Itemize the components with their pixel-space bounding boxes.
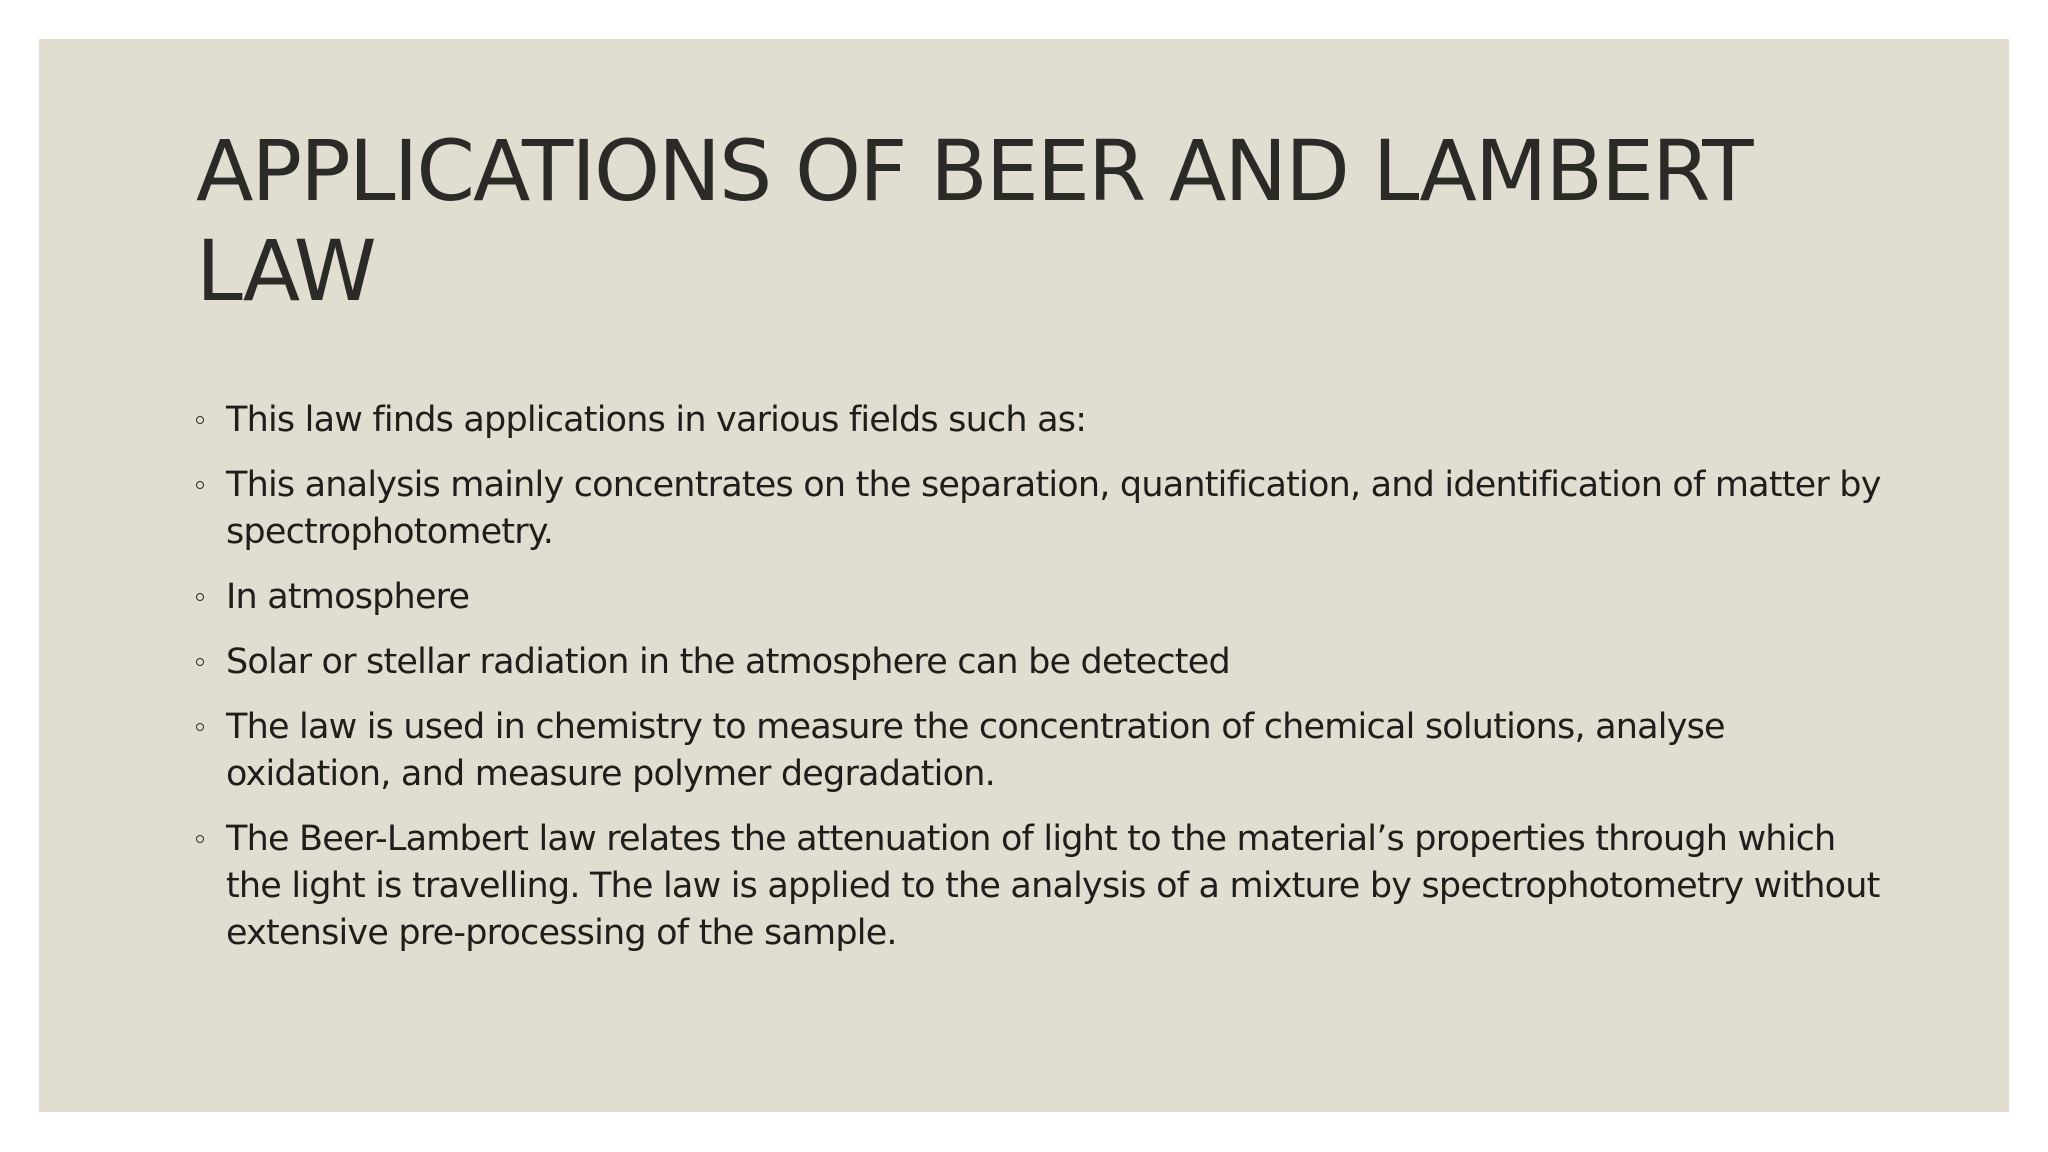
hollow-circle-bullet-icon <box>196 835 204 843</box>
bullet-text: In atmosphere <box>226 577 470 617</box>
hollow-circle-bullet-icon <box>196 658 204 666</box>
bullet-item <box>196 574 1896 621</box>
bullet-text: The law is used in chemistry to measure the concentration of chemical solutions, analyse oxidation, and measure polymer degradation. <box>226 707 1725 794</box>
bullet-text: This analysis mainly concentrates on the separation, quantification, and identification of matter by spectrophotometry. <box>226 465 1881 552</box>
hollow-circle-bullet-icon <box>196 723 204 731</box>
bullet-text: This law finds applications in various fields such as: <box>226 400 1087 440</box>
bullet-list <box>196 397 1896 975</box>
slide <box>39 39 2009 1112</box>
hollow-circle-bullet-icon <box>196 416 204 424</box>
bullet-item <box>196 639 1896 686</box>
bullet-item <box>196 397 1896 444</box>
bullet-item <box>196 462 1896 556</box>
slide-title: APPLICATIONS OF BEER AND LAMBERT LAW <box>196 122 1752 320</box>
bullet-item <box>196 704 1896 798</box>
bullet-text: The Beer-Lambert law relates the attenuation of light to the material’s properties through which the light is travelling. The law is applied to the analysis of a mixture by spectrophotometry without extensive pre-processing of the sample. <box>226 819 1880 953</box>
bullet-item <box>196 816 1896 957</box>
hollow-circle-bullet-icon <box>196 593 204 601</box>
hollow-circle-bullet-icon <box>196 481 204 489</box>
bullet-text: Solar or stellar radiation in the atmosphere can be detected <box>226 642 1230 682</box>
